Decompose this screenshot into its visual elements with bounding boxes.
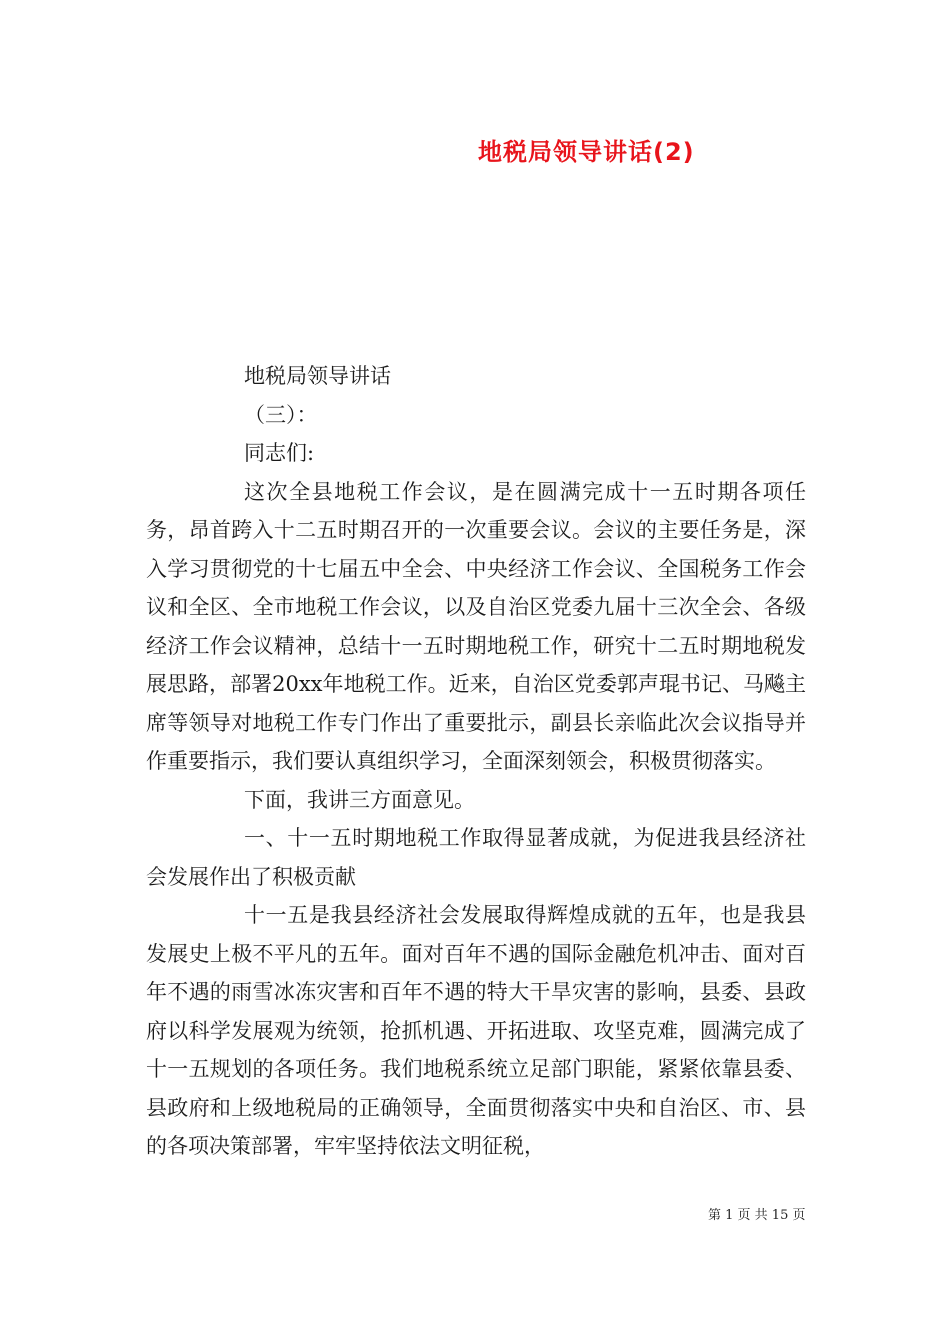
salutation: 同志们:: [244, 441, 315, 465]
speech-heading: 地税局领导讲话: [244, 364, 391, 388]
paragraph: 下面，我讲三方面意见。: [244, 787, 475, 812]
speech-subheading: （三）：: [244, 402, 318, 427]
paragraph: 十一五是我县经济社会发展取得辉煌成就的五年，也是我县发展史上极不平凡的五年。面对百年不遇的国际金融危机冲击、面对百年不遇的雨雪冰冻灾害和百年不遇的特大干旱灾害的影响，县委、县政府以科学发展观为统领，抢抓机遇、开拓进取、攻坚克难，圆满完成了十一五规划的各项任务。我们地税系统立足部门职能，紧紧依靠县委、县政府和上级地税局的正确领导，全面贯彻落实中央和自治区、市、县的各项决策部署，牢牢坚持依法文明征税，: [146, 903, 806, 1158]
paragraph: 这次全县地税工作会议，是在圆满完成十一五时期各项任务，昂首跨入十二五时期召开的一次重要会议。会议的主要任务是，深入学习贯彻党的十七届五中全会、中央经济工作会议、全国税务工作会议和全区、全市地税工作会议，以及自治区党委九届十三次全会、各级经济工作会议精神，总结十一五时期地税工作，研究十二五时期地税发展思路，部署20xx年地税工作。近来，自治区党委郭声琨书记、马飚主席等领导对地税工作专门作出了重要批示，副县长亲临此次会议指导并作重要指示，我们要认真组织学习，全面深刻领会，积极贯彻落实。: [146, 479, 806, 773]
page-number: 第 1 页 共 15 页: [708, 1208, 806, 1223]
document-body: [146, 357, 806, 1166]
document-title: 地税局领导讲话(2): [478, 138, 695, 166]
section-heading: 一、十一五时期地税工作取得显著成就，为促进我县经济社会发展作出了积极贡献: [146, 826, 806, 889]
